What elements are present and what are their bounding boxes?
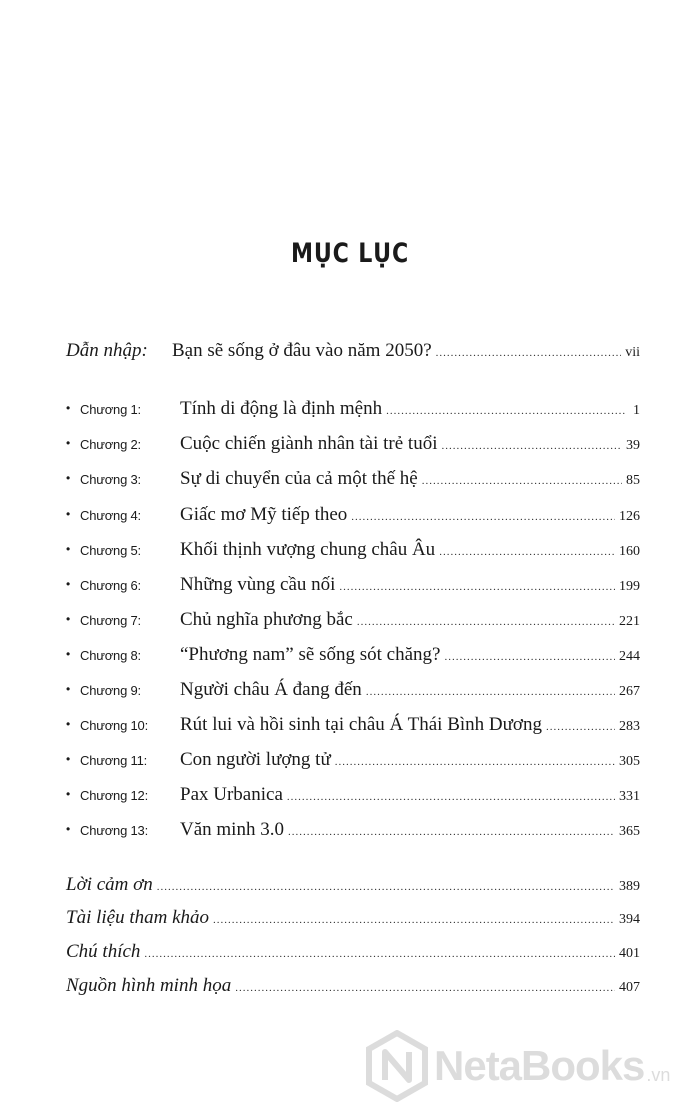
chapter-title: Khối thịnh vượng chung châu Âu	[180, 539, 436, 560]
watermark-brand: NetaBooks	[434, 1042, 645, 1089]
bullet-icon: •	[66, 717, 71, 731]
chapter-title: Văn minh 3.0	[180, 819, 284, 840]
dot-leader	[339, 581, 615, 593]
netabooks-watermark	[364, 1026, 700, 1106]
toc-chapter-entry[interactable]	[66, 609, 640, 641]
toc-intro-entry[interactable]	[66, 340, 640, 372]
chapter-page-number: 331	[619, 789, 640, 804]
chapter-page-number: 199	[619, 579, 640, 594]
chapter-label: Chương 11:	[80, 753, 148, 768]
dot-leader	[235, 982, 615, 994]
chapter-title: Pax Urbanica	[180, 784, 283, 805]
dot-leader	[288, 826, 615, 838]
dot-leader	[422, 475, 622, 487]
chapter-label: Chương 6:	[80, 578, 141, 593]
toc-chapter-entry[interactable]	[66, 749, 640, 781]
bullet-icon: •	[66, 507, 71, 521]
bullet-icon: •	[66, 647, 71, 661]
end-matter-title: Tài liệu tham khảo	[66, 907, 210, 928]
intro-title: Bạn sẽ sống ở đâu vào năm 2050?	[172, 340, 432, 361]
chapter-title: Tính di động là định mệnh	[180, 398, 383, 419]
bullet-icon: •	[66, 612, 71, 626]
chapter-label: Chương 7:	[80, 613, 141, 628]
dot-leader	[213, 914, 615, 926]
toc-chapter-entry[interactable]	[66, 433, 640, 465]
dot-leader	[444, 651, 615, 663]
toc-end-matter-entry[interactable]	[66, 941, 640, 973]
chapter-label: Chương 10:	[80, 718, 148, 733]
toc-chapter-entry[interactable]	[66, 714, 640, 746]
chapter-label: Chương 12:	[80, 788, 148, 803]
end-matter-page-number: 401	[619, 946, 640, 961]
chapter-page-number: 85	[626, 473, 640, 488]
page-title: MỤC LỤC	[290, 238, 410, 269]
chapter-page-number: 1	[633, 403, 640, 418]
end-matter-page-number: 394	[619, 912, 640, 927]
chapter-title: Con người lượng tử	[180, 749, 331, 770]
toc-chapter-entry[interactable]	[66, 679, 640, 711]
bullet-icon: •	[66, 436, 71, 450]
dot-leader	[436, 347, 622, 359]
end-matter-title: Nguồn hình minh họa	[66, 975, 232, 996]
chapter-page-number: 305	[619, 754, 640, 769]
chapter-label: Chương 5:	[80, 543, 141, 558]
chapter-label: Chương 2:	[80, 437, 141, 452]
toc-chapter-entry[interactable]	[66, 468, 640, 500]
toc-end-matter-entry[interactable]	[66, 907, 640, 939]
toc-chapter-entry[interactable]	[66, 819, 640, 851]
end-matter-page-number: 389	[619, 879, 640, 894]
chapter-label: Chương 9:	[80, 683, 141, 698]
bullet-icon: •	[66, 682, 71, 696]
toc-chapter-entry[interactable]	[66, 784, 640, 816]
toc-chapter-entry[interactable]	[66, 539, 640, 571]
end-matter-title: Chú thích	[66, 941, 141, 962]
toc-chapter-entry[interactable]	[66, 504, 640, 536]
toc-chapter-entry[interactable]	[66, 644, 640, 676]
bullet-icon: •	[66, 577, 71, 591]
chapter-title: Giấc mơ Mỹ tiếp theo	[180, 504, 348, 525]
chapter-label: Chương 1:	[80, 402, 141, 417]
toc-end-matter-entry[interactable]	[66, 874, 640, 906]
end-matter-title: Lời cảm ơn	[66, 874, 153, 895]
chapter-page-number: 267	[619, 684, 640, 699]
chapter-title: Cuộc chiến giành nhân tài trẻ tuổi	[180, 433, 438, 454]
chapter-page-number: 221	[619, 614, 640, 629]
toc-end-matter-entry[interactable]	[66, 975, 640, 1007]
chapter-page-number: 244	[619, 649, 640, 664]
chapter-label: Chương 8:	[80, 648, 141, 663]
chapter-title: Những vùng cầu nối	[180, 574, 336, 595]
dot-leader	[335, 756, 615, 768]
end-matter-page-number: 407	[619, 980, 640, 995]
chapter-label: Chương 4:	[80, 508, 141, 523]
chapter-page-number: 283	[619, 719, 640, 734]
chapter-page-number: 39	[626, 438, 640, 453]
chapter-title: “Phương nam” sẽ sống sót chăng?	[180, 644, 441, 665]
chapter-page-number: 365	[619, 824, 640, 839]
dot-leader	[357, 616, 615, 628]
chapter-title: Sự di chuyển của cả một thế hệ	[180, 468, 418, 489]
toc-chapter-entry[interactable]	[66, 574, 640, 606]
chapter-page-number: 126	[619, 509, 640, 524]
watermark-domain-suffix: .vn	[646, 1065, 671, 1085]
bullet-icon: •	[66, 542, 71, 556]
dot-leader	[439, 546, 615, 558]
bullet-icon: •	[66, 401, 71, 415]
chapter-title: Chủ nghĩa phương bắc	[180, 609, 353, 630]
chapter-title: Rút lui và hồi sinh tại châu Á Thái Bình Dương	[180, 714, 542, 735]
dot-leader	[366, 686, 615, 698]
chapter-title: Người châu Á đang đến	[180, 679, 362, 700]
dot-leader	[351, 511, 615, 523]
dot-leader	[546, 721, 615, 733]
bullet-icon: •	[66, 787, 71, 801]
chapter-label: Chương 3:	[80, 472, 141, 487]
bullet-icon: •	[66, 471, 71, 485]
chapter-label: Chương 13:	[80, 823, 148, 838]
dot-leader	[386, 405, 626, 417]
dot-leader	[441, 440, 622, 452]
netabooks-n-logo-icon	[364, 1030, 430, 1102]
dot-leader	[157, 881, 615, 893]
dot-leader	[287, 791, 615, 803]
intro-page-number: vii	[625, 345, 640, 360]
intro-label: Dẫn nhập:	[66, 340, 148, 361]
toc-chapter-entry[interactable]	[66, 398, 640, 430]
bullet-icon: •	[66, 822, 71, 836]
dot-leader	[144, 948, 615, 960]
bullet-icon: •	[66, 752, 71, 766]
chapter-page-number: 160	[619, 544, 640, 559]
